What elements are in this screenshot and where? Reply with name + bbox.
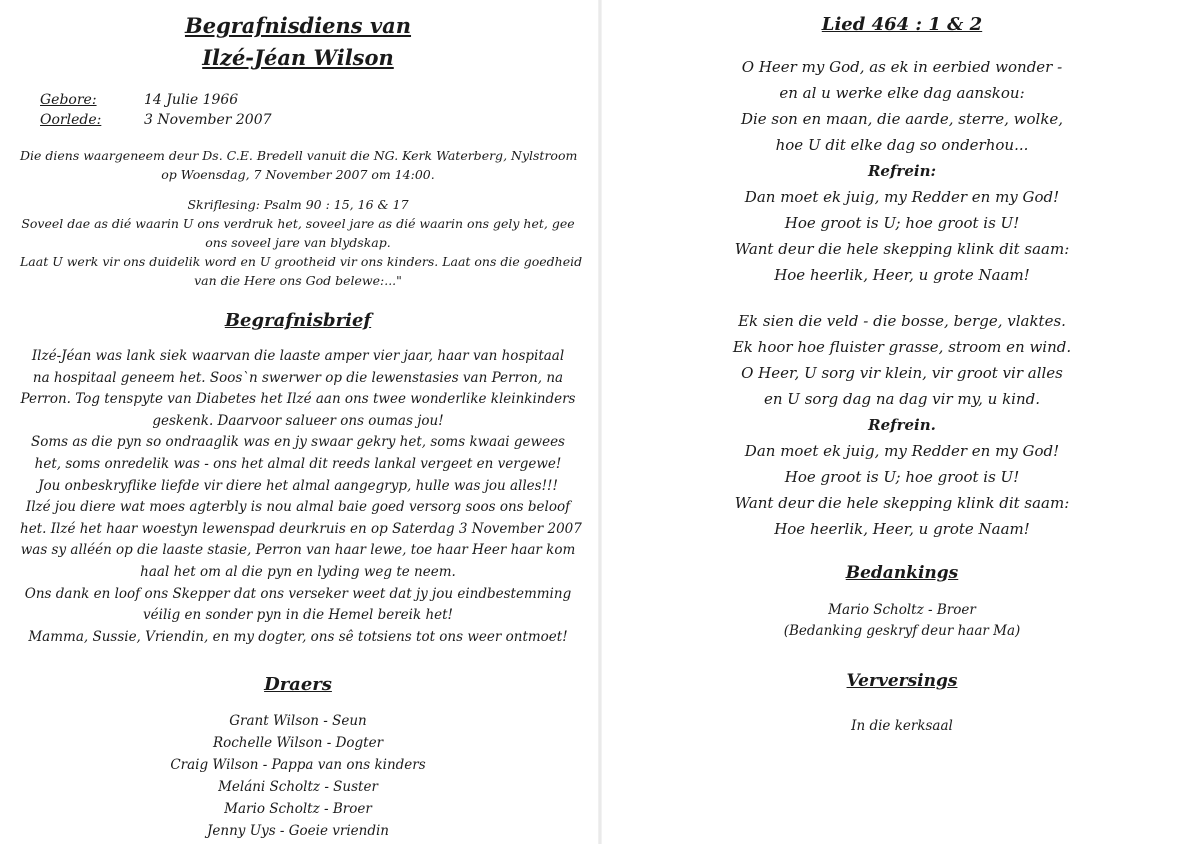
refrain-line: Hoe heerlik, Heer, u grote Naam!: [774, 520, 1030, 538]
refrain-label: Refrein:: [867, 162, 937, 180]
verse-line: en al u werke elke dag aanskou:: [779, 84, 1025, 102]
brief-line: het, soms onredelik was - ons het almal dit reeds lankal vergeet en vergewe!: [34, 455, 562, 472]
service-details: [20, 146, 576, 184]
scripture-line: Laat U werk vir ons duidelik word en U grootheid vir ons kinders. Laat ons die goedheid: [20, 254, 583, 269]
pallbearer-item: Jenny Uys - Goeie vriendin: [206, 823, 390, 839]
brief-line: Jou onbeskryflike liefde vir diere het almal aangegryp, hulle was jou alles!!!: [38, 477, 558, 494]
brief-line: na hospitaal geneem het. Soos`n swerwer op die lewenstasies van Perron, na: [32, 369, 564, 386]
verse-line: O Heer, U sorg vir klein, vir groot vir alles: [741, 364, 1063, 382]
hymn-verse-1: [604, 54, 1200, 288]
brief-line: Ilzé jou diere wat moes agterbly is nou almal baie goed versorg soos ons beloof: [25, 499, 571, 516]
scripture-text: [20, 214, 583, 290]
born-value: 14 Julie 1966: [144, 92, 239, 108]
born-label: Gebore:: [40, 92, 97, 108]
verse-line: Ek hoor hoe fluister grasse, stroom en wind.: [732, 338, 1072, 356]
service-line: Die diens waargeneem deur Ds. C.E. Bredell vanuit die NG. Kerk Waterberg, Nylstroom: [20, 148, 578, 163]
pallbearer-item: Craig Wilson - Pappa van ons kinders: [170, 757, 426, 773]
program-title: Begrafnisdiens van: [184, 13, 412, 38]
service-line: op Woensdag, 7 November 2007 om 14:00.: [161, 167, 435, 182]
refrain-line: Want deur die hele skepping klink dit saam:: [734, 494, 1070, 512]
refrain-line: Dan moet ek juig, my Redder en my God!: [744, 442, 1060, 460]
verse-line: en U sorg dag na dag vir my, u kind.: [764, 390, 1040, 408]
died-label: Oorlede:: [40, 112, 102, 128]
died-row: [40, 110, 272, 130]
life-dates: [40, 90, 272, 130]
hymn-verse-2: [604, 308, 1200, 542]
brief-line: geskenk. Daarvoor salueer ons oumas jou!: [152, 412, 444, 429]
verse-line: hoe U dit elke dag so onderhou...: [775, 136, 1029, 154]
pallbearers-heading: Draers: [264, 674, 332, 695]
pallbearer-item: Mario Scholtz - Broer: [224, 801, 372, 817]
thanks-heading: Bedankings: [845, 563, 959, 583]
brief-line: Perron. Tog tenspyte van Diabetes het Ilzé aan ons twee wonderlike kleinkinders: [20, 391, 576, 408]
pallbearer-item: Meláni Scholtz - Suster: [218, 779, 378, 795]
deceased-name: Ilzé-Jéan Wilson: [202, 45, 394, 70]
scripture-line: Soveel dae as dié waarin U ons verdruk het, soveel jare as dié waarin ons gely het, gee: [21, 216, 575, 231]
refrain-line: Hoe groot is U; hoe groot is U!: [784, 468, 1020, 486]
thanks-text: [604, 600, 1200, 642]
refrain-line: Hoe heerlik, Heer, u grote Naam!: [774, 266, 1030, 284]
brief-line: Ilzé-Jéan was lank siek waarvan die laaste amper vier jaar, haar van hospitaal: [31, 348, 565, 364]
brief-line: Mamma, Sussie, Vriendin, en my dogter, ons sê totsiens tot ons weer ontmoet!: [28, 628, 568, 645]
refrain-line: Want deur die hele skepping klink dit saam:: [734, 240, 1070, 258]
hymn-heading: Lied 464 : 1 & 2: [821, 14, 983, 35]
page-fold: [598, 0, 602, 844]
scripture-line: ons soveel jare van blydskap.: [205, 235, 391, 250]
brief-line: het. Ilzé het haar woestyn lewenspad deurkruis en op Saterdag 3 November 2007: [20, 520, 582, 537]
refrain-label: Refrein.: [868, 416, 936, 434]
verse-line: O Heer my God, as ek in eerbied wonder -: [741, 58, 1063, 76]
refreshments-heading: Verversings: [846, 671, 958, 691]
pallbearers-list: [0, 710, 596, 842]
brief-line: Ons dank en loof ons Skepper dat ons verseker weet dat jy jou eindbestemming: [24, 585, 572, 602]
born-row: [40, 90, 272, 110]
right-page: [604, 0, 1200, 844]
brief-line: véilig en sonder pyn in die Hemel bereik het!: [143, 607, 453, 624]
refrain-line: Dan moet ek juig, my Redder en my God!: [744, 188, 1060, 206]
brief-heading: Begrafnisbrief: [224, 310, 372, 331]
scripture-line: van die Here ons God belewe:...": [194, 273, 402, 288]
thanks-line: Mario Scholtz - Broer: [828, 602, 976, 618]
thanks-line: (Bedanking geskryf deur haar Ma): [783, 623, 1021, 639]
pallbearer-item: Rochelle Wilson - Dogter: [212, 735, 384, 751]
brief-line: Soms as die pyn so ondraaglik was en jy swaar gekry het, soms kwaai gewees: [31, 434, 565, 451]
brief-line: haal het om al die pyn en lyding weg te neem.: [140, 563, 456, 580]
died-value: 3 November 2007: [144, 112, 272, 128]
left-page: [0, 0, 596, 844]
verse-line: Ek sien die veld - die bosse, berge, vlaktes.: [738, 312, 1066, 330]
refrain-line: Hoe groot is U; hoe groot is U!: [784, 214, 1020, 232]
scripture-reference: Skriflesing: Psalm 90 : 15, 16 & 17: [187, 197, 409, 212]
brief-text: [20, 346, 582, 648]
verse-line: Die son en maan, die aarde, sterre, wolke,: [740, 110, 1064, 128]
brief-line: was sy alléén op die laaste stasie, Perron van haar lewe, toe haar Heer haar kom: [20, 542, 576, 559]
pallbearer-item: Grant Wilson - Seun: [229, 713, 367, 729]
refreshments-text: In die kerksaal: [851, 718, 953, 734]
